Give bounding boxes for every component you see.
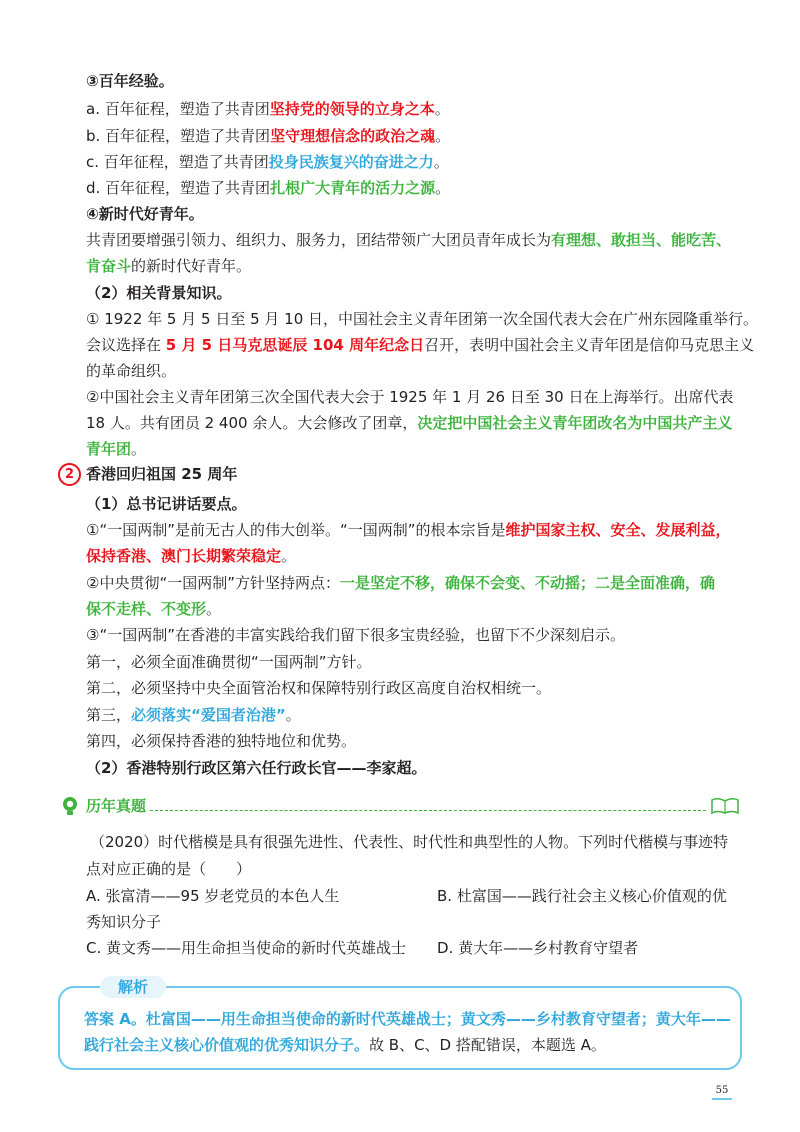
page-number: 55 bbox=[712, 1083, 732, 1100]
question-line-1: （2020）时代楷模是具有很强先进性、代表性、时代性和典型性的人物。下列时代楷模与事迹特 bbox=[90, 833, 729, 851]
background-heading: （2）相关背景知识。 bbox=[86, 284, 232, 302]
background-p1-line-3: 的革命组织。 bbox=[86, 362, 177, 380]
experience-heading: ③百年经验。 bbox=[86, 72, 174, 90]
youth-heading: ④新时代好青年。 bbox=[86, 205, 204, 223]
experience-item-c: c. 百年征程，塑造了共青团投身民族复兴的奋进之力。 bbox=[86, 153, 449, 171]
dashed-divider bbox=[150, 810, 706, 811]
open-book-icon bbox=[710, 797, 740, 815]
section-title: 香港回归祖国 25 周年 bbox=[86, 465, 238, 483]
youth-paragraph-line-2: 肯奋斗的新时代好青年。 bbox=[86, 257, 252, 275]
analysis-line-1: 答案 A。杜富国——用生命担当使命的新时代英雄战士；黄文秀——乡村教育守望者；黄大年—— bbox=[84, 1010, 731, 1028]
speech-p2-line-2: 保不走样、不变形。 bbox=[86, 600, 222, 618]
option-a: A. 张富清——95 岁老党员的本色人生 bbox=[86, 887, 340, 905]
speech-third: 第三，必须落实“爱国者治港”。 bbox=[86, 706, 301, 724]
speech-p2-line-1: ②中央贯彻“一国两制”方针坚持两点：一是坚定不移，确保不会变、不动摇；二是全面准确，确 bbox=[86, 574, 716, 592]
analysis-line-2: 践行社会主义核心价值观的优秀知识分子。故 B、C、D 搭配错误，本题选 A。 bbox=[84, 1036, 606, 1054]
youth-paragraph-line-1: 共青团要增强引领力、组织力、服务力，团结带领广大团员青年成长为有理想、敢担当、能吃苦、 bbox=[86, 231, 732, 249]
experience-item-a: a. 百年征程，塑造了共青团坚持党的领导的立身之本。 bbox=[86, 100, 450, 118]
option-c: C. 黄文秀——用生命担当使命的新时代英雄战士 bbox=[86, 939, 407, 957]
section-number-badge: 2 bbox=[58, 463, 81, 486]
option-b-line-2: 秀知识分子 bbox=[86, 913, 162, 931]
speech-second: 第二，必须坚持中央全面管治权和保障特别行政区高度自治权相统一。 bbox=[86, 679, 552, 697]
speech-p1-line-1: ①“一国两制”是前无古人的伟大创举。“一国两制”的根本宗旨是维护国家主权、安全、发展利益， bbox=[86, 521, 731, 539]
background-p2-line-2: 18 人。共有团员 2 400 余人。大会修改了团章，决定把中国社会主义青年团改名为中国共产主义 bbox=[86, 414, 733, 432]
option-d: D. 黄大年——乡村教育守望者 bbox=[437, 939, 639, 957]
chief-executive-heading: （2）香港特别行政区第六任行政长官——李家超。 bbox=[86, 759, 427, 777]
speech-p1-line-2: 保持香港、澳门长期繁荣稳定。 bbox=[86, 547, 297, 565]
speech-first: 第一，必须全面准确贯彻“一国两制”方针。 bbox=[86, 653, 372, 671]
past-exam-label: 历年真题 bbox=[86, 797, 147, 815]
background-p2-line-1: ②中国社会主义青年团第三次全国代表大会于 1925 年 1 月 26 日至 30 日在上海举行。出席代表 bbox=[86, 388, 734, 406]
experience-item-d: d. 百年征程，塑造了共青团扎根广大青年的活力之源。 bbox=[86, 179, 451, 197]
past-exam-bar bbox=[60, 795, 740, 819]
option-b-line-1: B. 杜富国——践行社会主义核心价值观的优 bbox=[437, 887, 727, 905]
speech-p3: ③“一国两制”在香港的丰富实践给我们留下很多宝贵经验，也留下不少深刻启示。 bbox=[86, 626, 625, 644]
question-line-2: 点对应正确的是（ ） bbox=[86, 860, 252, 878]
speech-heading: （1）总书记讲话要点。 bbox=[86, 495, 247, 513]
background-p1-line-2: 会议选择在 5 月 5 日马克思诞辰 104 周年纪念日召开，表明中国社会主义青年团是信仰马克思主义 bbox=[86, 336, 755, 354]
background-p2-line-3: 青年团。 bbox=[86, 440, 147, 458]
speech-fourth: 第四，必须保持香港的独特地位和优势。 bbox=[86, 732, 357, 750]
analysis-label: 解析 bbox=[100, 976, 166, 998]
experience-item-b: b. 百年征程，塑造了共青团坚守理想信念的政治之魂。 bbox=[86, 127, 451, 145]
lightbulb-icon bbox=[60, 795, 80, 817]
background-p1-line-1: ① 1922 年 5 月 5 日至 5 月 10 日，中国社会主义青年团第一次全国代表大会在广州东园隆重举行。 bbox=[86, 310, 759, 328]
